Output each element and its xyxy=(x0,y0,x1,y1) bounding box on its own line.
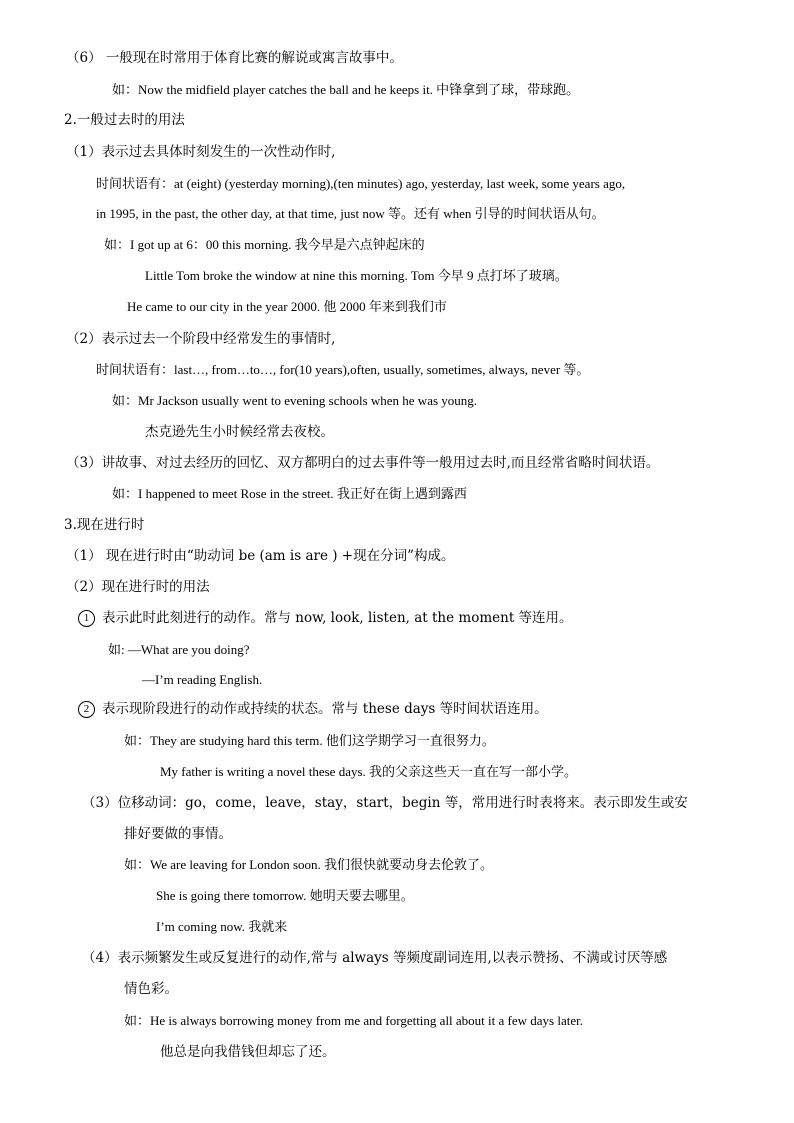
item-text: 表示现阶段进行的动作或持续的状态。常与 these days 等时间状语连用。 xyxy=(102,701,548,717)
section-2-title: 2.一般过去时的用法 xyxy=(64,112,185,128)
circled-number: 1 xyxy=(78,610,95,627)
example-line: —I’m reading English. xyxy=(142,672,263,687)
example-line: 如：Now the midfield player catches the ball and he keeps it. 中锋拿到了球，带球跑。 xyxy=(112,82,580,97)
usage-heading: （3）位移动词：go，come，leave，stay，start，begin 等，常用进行时表将来。表示即发生或安 xyxy=(82,795,688,811)
example-line: 如：We are leaving for London soon. 我们很快就要动身去伦敦了。 xyxy=(124,857,494,872)
example-line: 如：I got up at 6：00 this morning. 我今早是六点钟起床的 xyxy=(104,237,425,252)
example-line: She is going there tomorrow. 她明天要去哪里。 xyxy=(156,888,414,903)
adverbial-line: in 1995, in the past, the other day, at that time, just now 等。还有 when 引导的时间状语从句。 xyxy=(96,206,605,221)
example-line: I’m coming now. 我就来 xyxy=(156,919,288,934)
usage-6-heading: （6） 一般现在时常用于体育比赛的解说或寓言故事中。 xyxy=(66,50,403,66)
usage-heading: （2）现在进行时的用法 xyxy=(66,579,210,595)
example-line: He came to our city in the year 2000. 他 2000 年来到我们市 xyxy=(127,299,447,314)
numbered-item-1 xyxy=(78,608,573,628)
item-text: 表示此时此刻进行的动作。常与 now, look, listen, at the moment 等连用。 xyxy=(102,610,573,626)
example-line: 如: —What are you doing? xyxy=(108,642,250,657)
usage-heading: （1）表示过去具体时刻发生的一次性动作时, xyxy=(66,144,336,160)
example-line: My father is writing a novel these days. 我的父亲这些天一直在写一部小学。 xyxy=(160,764,578,779)
usage-heading: （3）讲故事、对过去经历的回忆、双方都明白的过去事件等一般用过去时,而且经常省略时间状语。 xyxy=(66,455,660,471)
usage-continuation: 排好要做的事情。 xyxy=(124,826,232,842)
adverbial-line: 时间状语有：last…, from…to…, for(10 years),often, usually, sometimes, always, never 等。 xyxy=(96,362,590,377)
usage-continuation: 情色彩。 xyxy=(124,981,178,997)
usage-heading: （2）表示过去一个阶段中经常发生的事情时, xyxy=(66,331,336,347)
example-line: 如：I happened to meet Rose in the street. 我正好在街上遇到露西 xyxy=(112,486,467,501)
section-3-title: 3.现在进行时 xyxy=(64,517,145,533)
numbered-item-2 xyxy=(78,699,548,719)
example-line: 如：They are studying hard this term. 他们这学期学习一直很努力。 xyxy=(124,733,495,748)
example-line: 如：He is always borrowing money from me and forgetting all about it a few days later. xyxy=(124,1013,583,1028)
translation-line: 他总是向我借钱但却忘了还。 xyxy=(160,1044,336,1060)
usage-heading: （1） 现在进行时由“助动词 be (am is are ) +现在分词”构成。 xyxy=(66,548,455,564)
circled-number: 2 xyxy=(78,701,95,718)
example-line: 如：Mr Jackson usually went to evening schools when he was young. xyxy=(112,393,478,408)
translation-line: 杰克逊先生小时候经常去夜校。 xyxy=(145,424,334,440)
adverbial-line: 时间状语有：at (eight) (yesterday morning),(ten minutes) ago, yesterday, last week, some years ago, xyxy=(96,176,626,191)
usage-heading: （4）表示频繁发生或反复进行的动作,常与 always 等频度副词连用,以表示赞扬、不满或讨厌等感 xyxy=(82,950,668,966)
example-line: Little Tom broke the window at nine this morning. Tom 今早 9 点打坏了玻璃。 xyxy=(145,268,568,283)
